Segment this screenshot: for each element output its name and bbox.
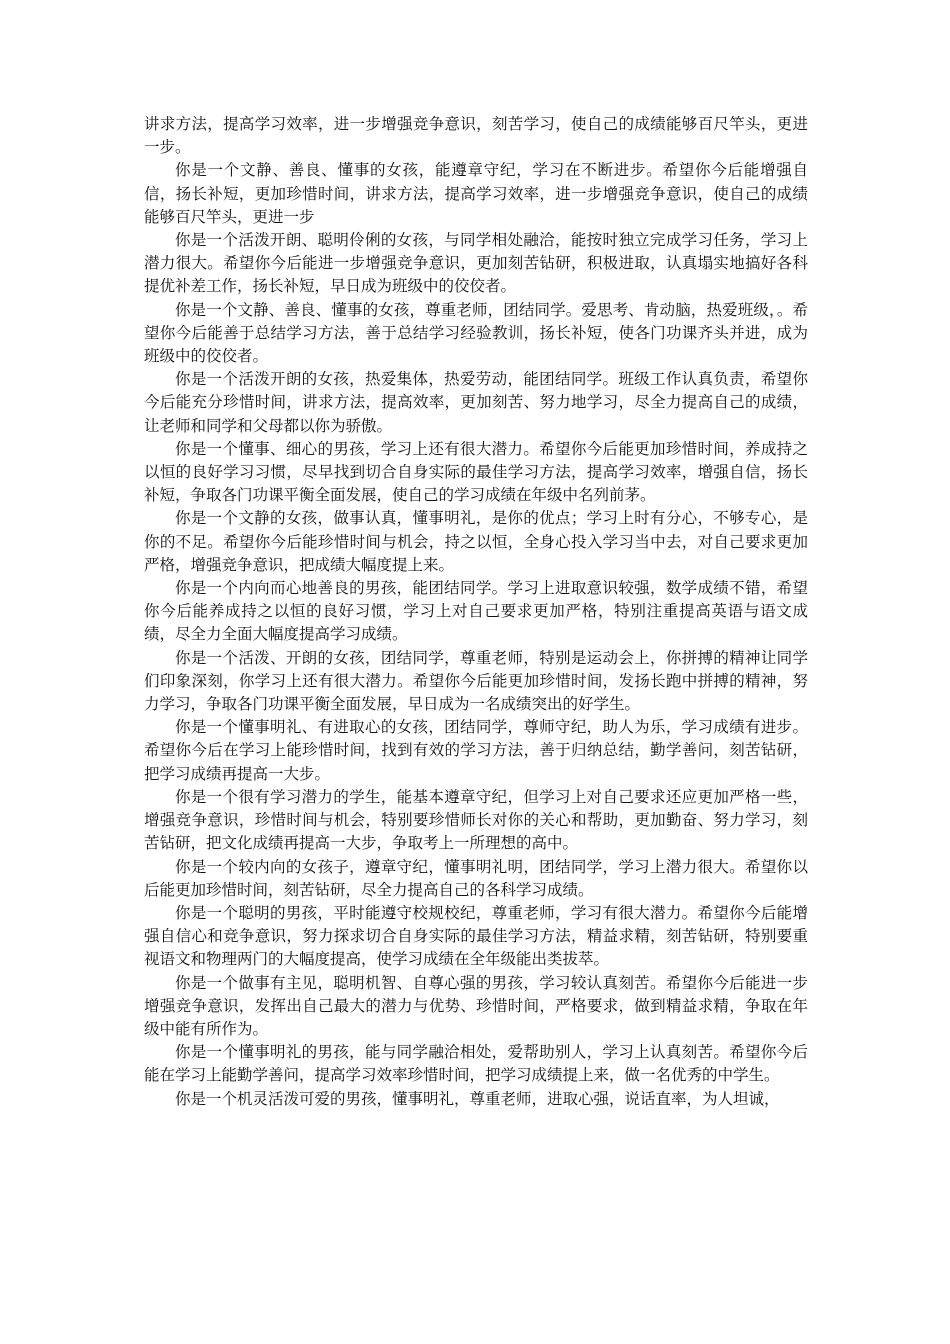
paragraph: 你是一个做事有主见，聪明机智、自尊心强的男孩，学习较认真刻苦。希望你今后能进一步增强竞争意识，发挥出自己最大的潜力与优势、珍惜时间，严格要求，做到精益求精，争取在年级中能有所作为。 [144, 973, 808, 1038]
paragraph: 你是一个很有学习潜力的学生，能基本遵章守纪，但学习上对自己要求还应更加严格一些，增强竞争意识，珍惜时间与机会，特别要珍惜师长对你的关心和帮助，更加勤奋、努力学习，刻苦钻研，把文化成绩再提高一大步，争取考上一所理想的高中。 [144, 787, 808, 853]
paragraph: 你是一个文静、善良、懂事的女孩，尊重老师，团结同学。爱思考、肯动脑，热爱班级，。希望你今后能善于总结学习方法，善于总结学习经验教训，扬长补短，使各门功课齐头并进，成为班级中的佼佼者。 [144, 300, 808, 366]
paragraph: 你是一个文静、善良、懂事的女孩，能遵章守纪，学习在不断进步。希望你今后能增强自信，扬长补短，更加珍惜时间，讲求方法，提高学习效率，进一步增强竞争意识，使自己的成绩能够百尺竿头，更进一步 [144, 161, 808, 226]
paragraph: 你是一个较内向的女孩子，遵章守纪，懂事明礼明，团结同学，学习上潜力很大。希望你以后能更加珍惜时间，刻苦钻研，尽全力提高自己的各科学习成绩。 [144, 857, 808, 899]
paragraph: 你是一个聪明的男孩，平时能遵守校规校纪，尊重老师，学习有很大潜力。希望你今后能增强自信心和竞争意识，努力探求切合自身实际的最佳学习方法，精益求精，刻苦钻研，特别要重视语文和物理两门的大幅度提高，使学习成绩在全年级能出类拔萃。 [144, 903, 808, 969]
paragraph: 你是一个懂事、细心的男孩，学习上还有很大潜力。希望你今后能更加珍惜时间，养成持之以恒的良好学习习惯，尽早找到切合自身实际的最佳学习方法，提高学习效率，增强自信，扬长补短，争取各门功课平衡全面发展，使自己的学习成绩在年级中名列前茅。 [144, 439, 808, 505]
paragraph: 你是一个内向而心地善良的男孩，能团结同学。学习上进取意识较强，数学成绩不错，希望你今后能养成持之以恒的良好习惯，学习上对自己要求更加严格，特别注重提高英语与语文成绩，尽全力全面大幅度提高学习成绩。 [144, 579, 808, 644]
paragraph: 你是一个活泼、开朗的女孩，团结同学，尊重老师，特别是运动会上，你拼搏的精神让同学们印象深刻，你学习上还有很大潜力。希望你今后能更加珍惜时间，发扬长跑中拼搏的精神，努力学习，争取各门功课平衡全面发展，早日成为一名成绩突出的好学生。 [144, 648, 808, 714]
paragraph: 讲求方法，提高学习效率，进一步增强竞争意识，刻苦学习，使自己的成绩能够百尺竿头，更进一步。 [144, 115, 808, 157]
paragraph: 你是一个懂事明礼、有进取心的女孩，团结同学，尊师守纪，助人为乐，学习成绩有进步。希望你今后在学习上能珍惜时间，找到有效的学习方法，善于归纳总结，勤学善问，刻苦钻研，把学习成绩再提高一大步。 [144, 718, 808, 783]
paragraph: 你是一个活泼开朗、聪明伶俐的女孩，与同学相处融洽，能按时独立完成学习任务，学习上潜力很大。希望你今后能进一步增强竞争意识，更加刻苦钻研，积极进取，认真塌实地搞好各科提优补差工作，扬长补短，早日成为班级中的佼佼者。 [144, 231, 808, 296]
paragraph: 你是一个机灵活泼可爱的男孩，懂事明礼，尊重老师，进取心强，说话直率，为人坦诚， [175, 1089, 780, 1108]
paragraph: 你是一个文静的女孩，做事认真，懂事明礼，是你的优点；学习上时有分心，不够专心，是你的不足。希望你今后能珍惜时间与机会，持之以恒，全身心投入学习当中去，对自己要求更加严格，增强竞争意识，把成绩大幅度提上来。 [144, 509, 808, 574]
document-body [144, 113, 808, 1111]
paragraph: 你是一个懂事明礼的男孩，能与同学融洽相处，爱帮助别人，学习上认真刻苦。希望你今后能在学习上能勤学善问，提高学习效率珍惜时间，把学习成绩提上来，做一名优秀的中学生。 [144, 1043, 808, 1085]
paragraph: 你是一个活泼开朗的女孩，热爱集体，热爱劳动，能团结同学。班级工作认真负责，希望你今后能充分珍惜时间，讲求方法，提高效率，更加刻苦、努力地学习，尽全力提高自己的成绩，让老师和同学和父母都以你为骄傲。 [144, 370, 808, 435]
